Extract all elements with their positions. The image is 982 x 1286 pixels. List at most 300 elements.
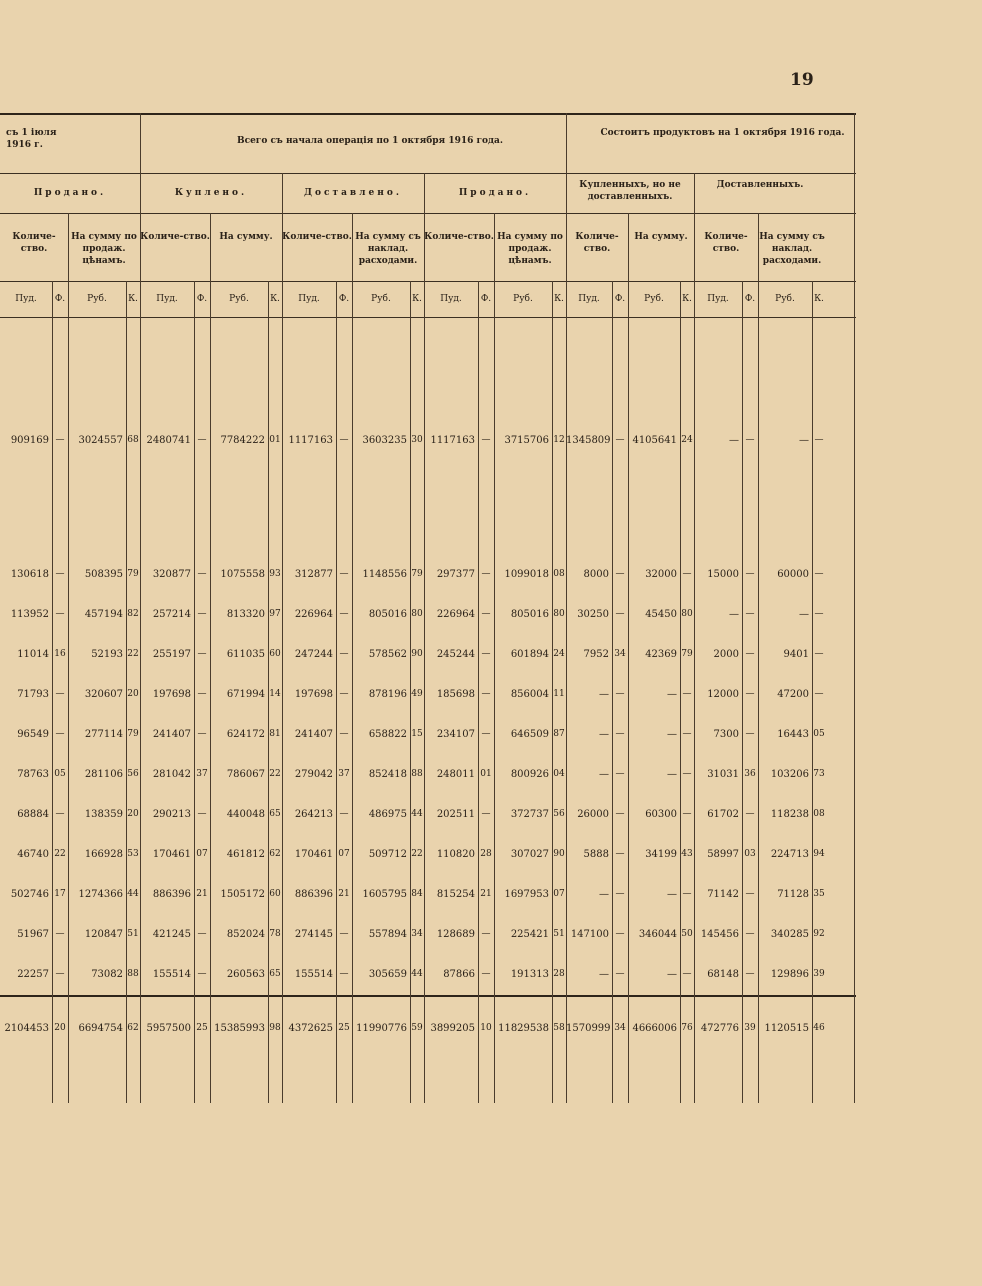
table-row-cell: 96549: [17, 729, 49, 740]
table-row-cell: —: [197, 689, 207, 699]
column-rule: [424, 173, 425, 1103]
column-subheader: На сумму съ наклад. расходами.: [759, 232, 825, 266]
column-rule: [282, 173, 283, 1103]
totals-row-cell: 76: [681, 1023, 693, 1033]
table-row-cell: 320607: [84, 689, 123, 700]
table-row-cell: 307027: [510, 849, 549, 860]
table-row-cell: 22: [127, 649, 139, 659]
table-row-cell: —: [197, 929, 207, 939]
table-row-cell: 60: [269, 649, 281, 659]
table-row-cell: 12: [553, 435, 565, 445]
table-row-cell: —: [814, 435, 824, 445]
table-row-cell: —: [667, 689, 677, 700]
table-row-cell: 611035: [226, 649, 265, 660]
table-row-cell: 37: [338, 769, 350, 779]
table-row-cell: 21: [338, 889, 350, 899]
table-row-cell: —: [682, 689, 692, 699]
table-row-cell: 372737: [510, 809, 549, 820]
table-row-cell: —: [339, 649, 349, 659]
table-row-cell: 01: [269, 435, 281, 445]
unit-label: К.: [682, 294, 692, 304]
table-row-cell: —: [339, 435, 349, 445]
table-row-cell: 79: [411, 569, 423, 579]
table-row-cell: 281042: [152, 769, 191, 780]
table-row-cell: 7300: [713, 729, 739, 740]
table-row-cell: 225421: [510, 929, 549, 940]
unit-label: Пуд.: [15, 294, 37, 304]
totals-row-cell: 25: [338, 1023, 350, 1033]
table-row-cell: 94: [813, 849, 825, 859]
table-row-cell: 43: [681, 849, 693, 859]
column-rule: [140, 113, 141, 1103]
table-row-cell: —: [197, 435, 207, 445]
header-total-title: Всего съ начала операція по 1 октября 1916 года.: [236, 136, 503, 146]
table-row-cell: 65: [269, 969, 281, 979]
table-row-cell: 07: [338, 849, 350, 859]
table-row-cell: 147100: [570, 929, 609, 940]
table-row-cell: —: [615, 569, 625, 579]
table-row-cell: —: [814, 689, 824, 699]
table-row-cell: 120847: [84, 929, 123, 940]
table-row-cell: 909169: [10, 435, 49, 446]
table-row-cell: 78: [269, 929, 281, 939]
table-row-cell: 56: [553, 809, 565, 819]
totals-row-cell: 1570999: [566, 1023, 611, 1034]
table-row-cell: 646509: [510, 729, 549, 740]
unit-label: Руб.: [775, 294, 795, 304]
table-row-cell: 805016: [510, 609, 549, 620]
table-row-cell: 805016: [368, 609, 407, 620]
table-row-cell: 502746: [10, 889, 49, 900]
unit-label: Ф.: [744, 294, 756, 304]
table-row-cell: 129896: [770, 969, 809, 980]
table-row-cell: 11014: [17, 649, 49, 660]
table-row-cell: —: [682, 769, 692, 779]
table-row-cell: 234107: [436, 729, 475, 740]
table-row-cell: 130618: [10, 569, 49, 580]
table-row-cell: 01: [480, 769, 492, 779]
table-row-cell: 8000: [583, 569, 609, 580]
table-row-cell: —: [682, 809, 692, 819]
table-row-cell: 07: [196, 849, 208, 859]
table-row-cell: 440048: [226, 809, 265, 820]
table-row-cell: 44: [411, 969, 423, 979]
table-row-cell: 624172: [226, 729, 265, 740]
table-row-cell: 297377: [436, 569, 475, 580]
table-row-cell: —: [615, 435, 625, 445]
table-row-cell: 1697953: [504, 889, 549, 900]
table-row-cell: —: [745, 435, 755, 445]
table-row-cell: 28: [480, 849, 492, 859]
table-row-cell: —: [745, 929, 755, 939]
table-row-cell: —: [339, 729, 349, 739]
table-row-cell: —: [599, 769, 609, 780]
totals-row-cell: 25: [196, 1023, 208, 1033]
table-row-cell: 312877: [294, 569, 333, 580]
table-row-cell: —: [481, 435, 491, 445]
table-row-cell: 42369: [645, 649, 677, 660]
table-row-cell: —: [682, 569, 692, 579]
table-row-cell: 71793: [17, 689, 49, 700]
table-row-cell: 170461: [294, 849, 333, 860]
table-row-cell: 245244: [436, 649, 475, 660]
table-row-cell: 80: [681, 609, 693, 619]
column-subheader: На сумму по продаж. цѣнамъ.: [71, 232, 137, 266]
table-row-cell: —: [682, 889, 692, 899]
table-row-cell: 68884: [17, 809, 49, 820]
table-row-cell: —: [615, 729, 625, 739]
table-row-cell: 15000: [707, 569, 739, 580]
page-number: 19: [790, 70, 814, 90]
table-row-cell: 1075558: [220, 569, 265, 580]
table-row-cell: 815254: [436, 889, 475, 900]
table-row-cell: 53: [127, 849, 139, 859]
table-row-cell: 51: [553, 929, 565, 939]
table-row-cell: —: [339, 929, 349, 939]
table-row-cell: 1117163: [288, 435, 333, 446]
table-row-cell: 87866: [443, 969, 475, 980]
table-row-cell: 24: [553, 649, 565, 659]
table-row-cell: 166928: [84, 849, 123, 860]
table-row-cell: 103206: [770, 769, 809, 780]
table-row-cell: 17: [54, 889, 66, 899]
table-row-cell: 255197: [152, 649, 191, 660]
table-row-cell: 118238: [770, 809, 809, 820]
table-row-cell: 21: [480, 889, 492, 899]
table-row-cell: 71142: [707, 889, 739, 900]
group-header: Продано.: [458, 188, 532, 198]
table-row-cell: 264213: [294, 809, 333, 820]
table-row-cell: 32000: [645, 569, 677, 580]
table-row-cell: 886396: [294, 889, 333, 900]
table-row-cell: 44: [127, 889, 139, 899]
unit-label: Пуд.: [578, 294, 600, 304]
table-row-cell: 65: [269, 809, 281, 819]
table-row-cell: 90: [553, 849, 565, 859]
totals-row-cell: 62: [127, 1023, 139, 1033]
table-row-cell: 80: [411, 609, 423, 619]
table-row-cell: 50: [681, 929, 693, 939]
table-row-cell: —: [481, 729, 491, 739]
table-row-cell: —: [729, 435, 739, 446]
table-row-cell: 80: [553, 609, 565, 619]
table-row-cell: 93: [269, 569, 281, 579]
table-row-cell: 9401: [783, 649, 809, 660]
table-row-cell: 51: [127, 929, 139, 939]
table-row-cell: —: [745, 969, 755, 979]
totals-row-cell: 59: [411, 1023, 423, 1033]
totals-row-cell: 472776: [700, 1023, 739, 1034]
table-row-cell: 421245: [152, 929, 191, 940]
unit-label: Руб.: [644, 294, 664, 304]
table-row-cell: 21: [196, 889, 208, 899]
table-row-cell: —: [481, 569, 491, 579]
unit-label: Пуд.: [440, 294, 462, 304]
table-row-cell: 457194: [84, 609, 123, 620]
table-row-cell: —: [339, 689, 349, 699]
table-row-cell: 79: [681, 649, 693, 659]
unit-label: Руб.: [229, 294, 249, 304]
table-row-cell: —: [197, 569, 207, 579]
table-row-cell: 07: [553, 889, 565, 899]
header-left-title: съ 1 іюля 1916 г.: [6, 128, 57, 150]
table-row-cell: 1148556: [362, 569, 407, 580]
table-row-cell: —: [55, 809, 65, 819]
table-row-cell: 88: [411, 769, 423, 779]
unit-label: Пуд.: [298, 294, 320, 304]
totals-row-cell: 15385993: [214, 1023, 265, 1034]
table-row-cell: —: [682, 729, 692, 739]
table-row-cell: 340285: [770, 929, 809, 940]
table-row-cell: —: [197, 609, 207, 619]
group-header: Куплено.: [174, 188, 248, 198]
table-row-cell: 601894: [510, 649, 549, 660]
column-subheader: На сумму по продаж. цѣнамъ.: [497, 232, 563, 266]
table-row-cell: 22: [54, 849, 66, 859]
table-row-cell: —: [55, 969, 65, 979]
table-row-cell: 90: [411, 649, 423, 659]
table-row-cell: 346044: [638, 929, 677, 940]
table-row-cell: 290213: [152, 809, 191, 820]
table-row-cell: 557894: [368, 929, 407, 940]
table-row-cell: 1117163: [430, 435, 475, 446]
table-row-cell: 36: [744, 769, 756, 779]
totals-row-cell: 6694754: [78, 1023, 123, 1034]
table-row-cell: —: [339, 809, 349, 819]
table-row-cell: 97: [269, 609, 281, 619]
table-row-cell: —: [481, 609, 491, 619]
unit-label: Ф.: [480, 294, 492, 304]
table-row-cell: 30: [411, 435, 423, 445]
table-row-cell: —: [55, 929, 65, 939]
totals-row-cell: 20: [54, 1023, 66, 1033]
unit-label: К.: [412, 294, 422, 304]
totals-row-cell: 5957500: [146, 1023, 191, 1034]
table-row-cell: 658822: [368, 729, 407, 740]
table-row-cell: —: [615, 609, 625, 619]
table-row-cell: 786067: [226, 769, 265, 780]
table-row-cell: —: [615, 849, 625, 859]
table-row-cell: —: [197, 809, 207, 819]
table-row-cell: —: [599, 889, 609, 900]
table-row-cell: 79: [127, 729, 139, 739]
table-row-cell: 39: [813, 969, 825, 979]
totals-row-cell: 4372625: [288, 1023, 333, 1034]
table-row-cell: —: [814, 609, 824, 619]
table-row-cell: 241407: [294, 729, 333, 740]
table-row-cell: 14: [269, 689, 281, 699]
column-subheader: Количе-ство.: [282, 232, 352, 242]
table-row-cell: —: [745, 889, 755, 899]
table-row-cell: 128689: [436, 929, 475, 940]
unit-label: Пуд.: [156, 294, 178, 304]
table-row-cell: —: [55, 609, 65, 619]
table-row-cell: 34: [614, 649, 626, 659]
table-row-cell: 170461: [152, 849, 191, 860]
column-rule: [566, 113, 567, 1103]
table-row-cell: 05: [813, 729, 825, 739]
table-row-cell: 26000: [577, 809, 609, 820]
table-row-cell: 20: [127, 809, 139, 819]
table-row-cell: 24: [681, 435, 693, 445]
table-row-cell: 62: [269, 849, 281, 859]
table-row-cell: 08: [553, 569, 565, 579]
table-row-cell: 16443: [777, 729, 809, 740]
table-row-cell: 155514: [152, 969, 191, 980]
table-row-cell: —: [814, 569, 824, 579]
group-header: Продано.: [33, 188, 107, 198]
unit-label: Руб.: [87, 294, 107, 304]
table-row-cell: 2480741: [146, 435, 191, 446]
table-row-cell: —: [55, 435, 65, 445]
table-row-cell: 08: [813, 809, 825, 819]
unit-label: Ф.: [54, 294, 66, 304]
table-row-cell: —: [599, 969, 609, 980]
table-row-cell: 191313: [510, 969, 549, 980]
table-row-cell: —: [481, 649, 491, 659]
statistics-table: [0, 113, 856, 1103]
table-row-cell: 224713: [770, 849, 809, 860]
group-header: Доставлено.: [304, 188, 402, 198]
table-row-cell: 60000: [777, 569, 809, 580]
table-row-cell: 58997: [707, 849, 739, 860]
table-row-cell: 279042: [294, 769, 333, 780]
table-row-cell: 68: [127, 435, 139, 445]
totals-row-cell: 58: [553, 1023, 565, 1033]
table-row-cell: —: [667, 889, 677, 900]
table-row-cell: 1605795: [362, 889, 407, 900]
table-row-cell: 31031: [707, 769, 739, 780]
table-row-cell: 260563: [226, 969, 265, 980]
table-row-cell: —: [745, 569, 755, 579]
totals-row-cell: 1120515: [764, 1023, 809, 1034]
table-row-cell: 241407: [152, 729, 191, 740]
table-row-cell: 73082: [91, 969, 123, 980]
table-row-cell: 81: [269, 729, 281, 739]
table-row-cell: —: [745, 649, 755, 659]
table-row-cell: 486975: [368, 809, 407, 820]
table-row-cell: 12000: [707, 689, 739, 700]
table-row-cell: 7784222: [220, 435, 265, 446]
table-row-cell: 277114: [84, 729, 123, 740]
table-row-cell: 68148: [707, 969, 739, 980]
table-row-cell: 226964: [294, 609, 333, 620]
totals-row-cell: 11990776: [356, 1023, 407, 1034]
table-row-cell: —: [615, 889, 625, 899]
table-row-cell: 274145: [294, 929, 333, 940]
table-row-cell: 1099018: [504, 569, 549, 580]
table-row-cell: —: [55, 569, 65, 579]
table-row-cell: —: [481, 969, 491, 979]
table-row-cell: 1345809: [566, 435, 611, 446]
table-row-cell: 46740: [17, 849, 49, 860]
table-row-cell: —: [615, 689, 625, 699]
table-row-cell: 78763: [17, 769, 49, 780]
table-row-cell: —: [615, 769, 625, 779]
totals-row-cell: 39: [744, 1023, 756, 1033]
table-row-cell: —: [745, 809, 755, 819]
table-row-cell: 508395: [84, 569, 123, 580]
table-row-cell: —: [481, 929, 491, 939]
table-row-cell: 22: [411, 849, 423, 859]
table-row-cell: 1274366: [78, 889, 123, 900]
table-row-cell: 305659: [368, 969, 407, 980]
table-row-cell: 03: [744, 849, 756, 859]
unit-label: К.: [128, 294, 138, 304]
table-row-cell: 197698: [152, 689, 191, 700]
column-rule: [694, 173, 695, 1103]
table-row-cell: 60: [269, 889, 281, 899]
table-row-cell: 34: [411, 929, 423, 939]
totals-row-cell: 98: [269, 1023, 281, 1033]
table-row-cell: 52193: [91, 649, 123, 660]
table-row-cell: —: [197, 729, 207, 739]
table-row-cell: —: [339, 969, 349, 979]
table-row-cell: 226964: [436, 609, 475, 620]
table-row-cell: 35: [813, 889, 825, 899]
totals-row-cell: 46: [813, 1023, 825, 1033]
table-row-cell: 800926: [510, 769, 549, 780]
totals-row-cell: 4666006: [632, 1023, 677, 1034]
table-row-cell: —: [339, 609, 349, 619]
unit-label: Ф.: [196, 294, 208, 304]
table-row-cell: 84: [411, 889, 423, 899]
table-row-cell: 5888: [583, 849, 609, 860]
unit-label: К.: [270, 294, 280, 304]
table-row-cell: 281106: [84, 769, 123, 780]
table-row-cell: 11: [553, 689, 565, 699]
table-row-cell: 138359: [84, 809, 123, 820]
unit-label: Руб.: [513, 294, 533, 304]
table-row-cell: 15: [411, 729, 423, 739]
table-row-cell: 247244: [294, 649, 333, 660]
column-subheader: На сумму.: [219, 232, 273, 242]
table-row-cell: 47200: [777, 689, 809, 700]
column-subheader: На сумму съ наклад. расходами.: [355, 232, 421, 266]
table-row-cell: 813320: [226, 609, 265, 620]
table-row-cell: 3024557: [78, 435, 123, 446]
table-row-cell: —: [745, 609, 755, 619]
table-row-cell: 82: [127, 609, 139, 619]
table-row-cell: 45450: [645, 609, 677, 620]
table-row-cell: 44: [411, 809, 423, 819]
table-row-cell: —: [799, 609, 809, 620]
table-row-cell: 578562: [368, 649, 407, 660]
table-row-cell: 61702: [707, 809, 739, 820]
column-subheader: Количе-ство.: [575, 232, 619, 254]
table-row-cell: 34199: [645, 849, 677, 860]
table-row-cell: —: [615, 809, 625, 819]
column-subheader: На сумму.: [634, 232, 688, 242]
table-row-cell: 22: [269, 769, 281, 779]
table-row-cell: 20: [127, 689, 139, 699]
table-row-cell: —: [481, 809, 491, 819]
table-row-cell: 320877: [152, 569, 191, 580]
table-row-cell: 155514: [294, 969, 333, 980]
table-row-cell: —: [799, 435, 809, 446]
table-row-cell: 509712: [368, 849, 407, 860]
totals-row-cell: 11829538: [498, 1023, 549, 1034]
table-row-cell: 671994: [226, 689, 265, 700]
column-subheader: Количе-ство.: [140, 232, 210, 242]
table-row-cell: —: [745, 729, 755, 739]
table-row-cell: 145456: [700, 929, 739, 940]
table-row-cell: 202511: [436, 809, 475, 820]
table-row-cell: 79: [127, 569, 139, 579]
table-row-cell: —: [615, 969, 625, 979]
table-row-cell: —: [599, 729, 609, 740]
table-row-cell: —: [55, 689, 65, 699]
